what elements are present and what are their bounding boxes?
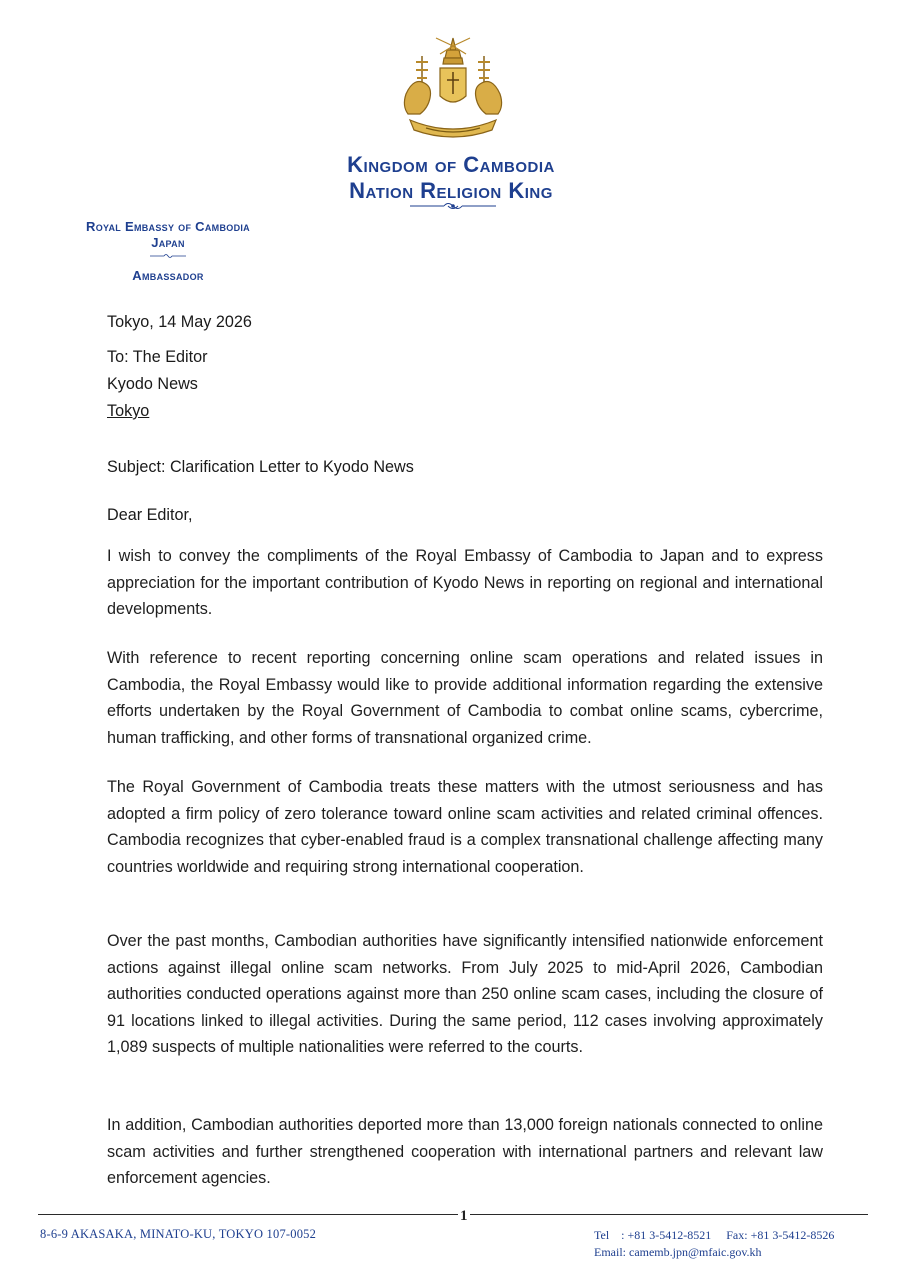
tel-fax: Tel : +81 3-5412-8521 Fax: +81 3-5412-8526 bbox=[594, 1228, 835, 1242]
embassy-address: 8-6-9 AKASAKA, MINATO-KU, TOKYO 107-0052 bbox=[40, 1227, 317, 1241]
national-motto: Nation Religion King bbox=[349, 178, 553, 203]
embassy-block bbox=[48, 219, 288, 260]
office-title: Ambassador bbox=[132, 268, 204, 283]
place-date: Tokyo, 14 May 2026 bbox=[107, 313, 252, 331]
recipient-city: Tokyo bbox=[107, 402, 150, 420]
royal-crest-emblem bbox=[396, 36, 510, 144]
paragraph-4: Over the past months, Cambodian authorities have significantly intensified nationwide enforcement actions against illegal online scam networks. From July 2025 to mid-April 2026, Cambodian authorities conducted operations against more than 250 online scam cases, including the closure of 91 locations linked to illegal activities. During the same period, 112 cases involving approximately 1,089 suspects of multiple nationalities were referred to the courts. bbox=[107, 932, 823, 1056]
paragraph-2: With reference to recent reporting concerning online scam operations and related issues in Cambodia, the Royal Embassy would like to provide additional information regarding the extensive efforts undertaken by the Royal Government of Cambodia to combat online scams, cybercrime, human trafficking, and other forms of transnational organized crime. bbox=[107, 649, 823, 747]
recipient-organization: Kyodo News bbox=[107, 375, 198, 393]
contact-block bbox=[594, 1227, 834, 1261]
paragraph-3: The Royal Government of Cambodia treats these matters with the utmost seriousness and has adopted a firm policy of zero tolerance toward online scam activities and related criminal offences. Cambodia recognizes that cyber-enabled fraud is a complex transnational challenge affecting many countries worldwide and requiring strong international cooperation. bbox=[107, 778, 823, 876]
paragraph-1: I wish to convey the compliments of the Royal Embassy of Cambodia to Japan and to express appreciation for the important contribution of Kyodo News in reporting on regional and international developments. bbox=[107, 547, 823, 618]
email-address: Email: camemb.jpn@mfaic.gov.kh bbox=[594, 1245, 762, 1259]
recipient-line: To: The Editor bbox=[107, 348, 208, 366]
page-number: 1 bbox=[460, 1208, 468, 1224]
salutation: Dear Editor, bbox=[107, 506, 193, 524]
ornament-divider bbox=[408, 199, 498, 213]
small-ornament-divider bbox=[148, 252, 188, 260]
embassy-country: Japan bbox=[151, 235, 185, 250]
paragraph-5: In addition, Cambodian authorities deported more than 13,000 foreign nationals connected to online scam activities and further strengthened cooperation with international partners and relevant law enforcement agencies. bbox=[107, 1116, 823, 1187]
footer-rule bbox=[38, 1214, 868, 1215]
embassy-name: Royal Embassy of Cambodia bbox=[86, 219, 250, 234]
subject-line: Subject: Clarification Letter to Kyodo News bbox=[107, 458, 414, 476]
kingdom-name: Kingdom of Cambodia bbox=[347, 152, 555, 177]
